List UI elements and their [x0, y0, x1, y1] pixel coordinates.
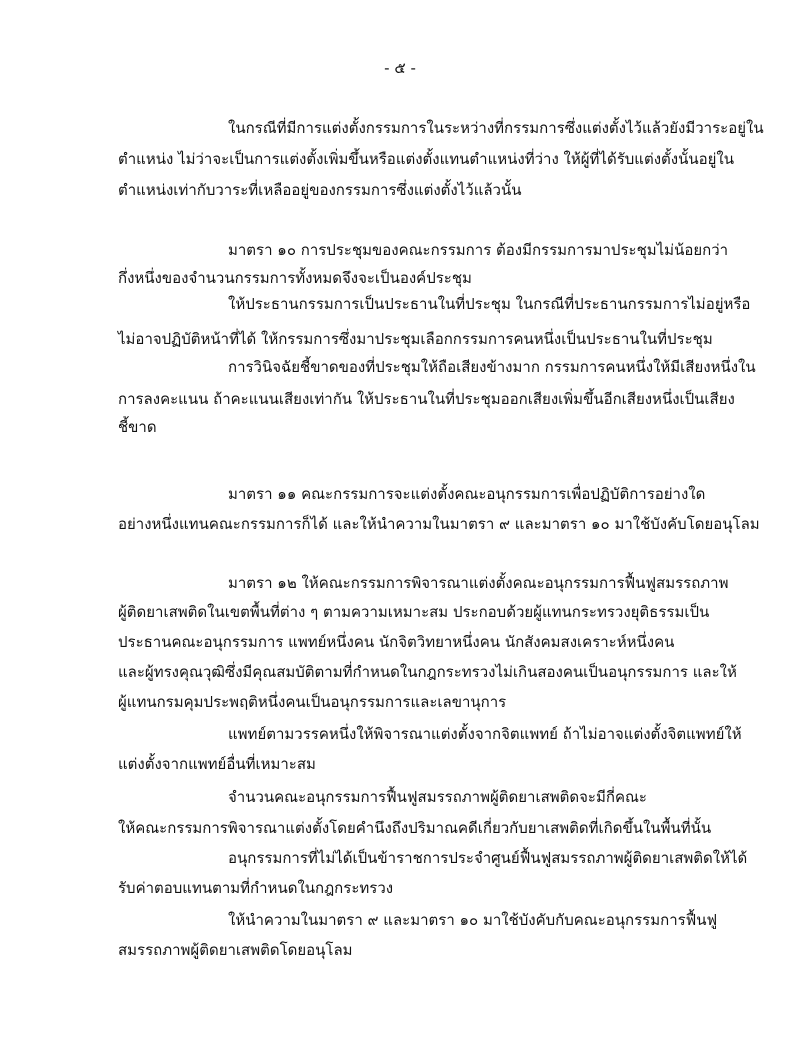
paragraph-4-line-2: การลงคะแนน ถ้าคะแนนเสียงเท่ากัน ให้ประธานในที่ประชุมออกเสียงเพิ่มขึ้นอีกเสียงหนึ่งเป็นเสียง [118, 390, 735, 408]
paragraph-8-line-1: จำนวนคณะอนุกรรมการฟื้นฟูสมรรถภาพผู้ติดยาเสพติดจะมีกี่คณะ [228, 788, 647, 806]
paragraph-4-line-3: ชี้ขาด [118, 418, 157, 436]
paragraph-9-line-2: รับค่าตอบแทนตามที่กำหนดในกฎกระทรวง [118, 879, 394, 897]
paragraph-2-line-1: มาตรา ๑๐ การประชุมของคณะกรรมการ ต้องมีกรรมการมาประชุมไม่น้อยกว่า [228, 241, 729, 259]
paragraph-1-line-3: ตำแหน่งเท่ากับวาระที่เหลืออยู่ของกรรมการซึ่งแต่งตั้งไว้แล้วนั้น [118, 181, 522, 199]
paragraph-4-line-1: การวินิจฉัยชี้ขาดของที่ประชุมให้ถือเสียงข้างมาก กรรมการคนหนึ่งให้มีเสียงหนึ่งใน [228, 358, 756, 376]
paragraph-10-line-1: ให้นำความในมาตรา ๙ และมาตรา ๑๐ มาใช้บังคับกับคณะอนุกรรมการฟื้นฟู [228, 911, 718, 929]
paragraph-8-line-2: ให้คณะกรรมการพิจารณาแต่งตั้งโดยคำนึงถึงปริมาณคดีเกี่ยวกับยาเสพติดที่เกิดขึ้นในพื้นที่นั้น [118, 819, 712, 837]
paragraph-6-line-3: ประธานคณะอนุกรรมการ แพทย์หนึ่งคน นักจิตวิทยาหนึ่งคน นักสังคมสงเคราะห์หนึ่งคน [118, 633, 675, 651]
page-number: - ๕ - [384, 59, 416, 77]
paragraph-7-line-1: แพทย์ตามวรรคหนึ่งให้พิจารณาแต่งตั้งจากจิตแพทย์ ถ้าไม่อาจแต่งตั้งจิตแพทย์ให้ [228, 725, 742, 743]
paragraph-2-line-2: กึ่งหนึ่งของจำนวนกรรมการทั้งหมดจึงจะเป็นองค์ประชุม [118, 269, 472, 287]
paragraph-6-line-2: ผู้ติดยาเสพติดในเขตพื้นที่ต่าง ๆ ตามความเหมาะสม ประกอบด้วยผู้แทนกระทรวงยุติธรรมเป็น [118, 603, 710, 621]
paragraph-3-line-2: ไม่อาจปฏิบัติหน้าที่ได้ ให้กรรมการซึ่งมาประชุมเลือกกรรมการคนหนึ่งเป็นประธานในที่ประชุม [118, 330, 713, 348]
paragraph-3-line-1: ให้ประธานกรรมการเป็นประธานในที่ประชุม ในกรณีที่ประธานกรรมการไม่อยู่หรือ [228, 295, 751, 313]
paragraph-9-line-1: อนุกรรมการที่ไม่ได้เป็นข้าราชการประจำศูนย์ฟื้นฟูสมรรถภาพผู้ติดยาเสพติดให้ได้ [228, 849, 748, 867]
paragraph-5-line-1: มาตรา ๑๑ คณะกรรมการจะแต่งตั้งคณะอนุกรรมการเพื่อปฏิบัติการอย่างใด [228, 485, 706, 503]
paragraph-1-line-1: ในกรณีที่มีการแต่งตั้งกรรมการในระหว่างที่กรรมการซึ่งแต่งตั้งไว้แล้วยังมีวาระอยู่ใน [228, 119, 764, 137]
paragraph-6-line-1: มาตรา ๑๒ ให้คณะกรรมการพิจารณาแต่งตั้งคณะอนุกรรมการฟื้นฟูสมรรถภาพ [228, 574, 729, 592]
paragraph-6-line-4: และผู้ทรงคุณวุฒิซึ่งมีคุณสมบัติตามที่กำหนดในกฎกระทรวงไม่เกินสองคนเป็นอนุกรรมการ และให้ [118, 663, 737, 681]
paragraph-5-line-2: อย่างหนึ่งแทนคณะกรรมการก็ได้ และให้นำความในมาตรา ๙ และมาตรา ๑๐ มาใช้บังคับโดยอนุโลม [118, 515, 760, 533]
paragraph-6-line-5: ผู้แทนกรมคุมประพฤติหนึ่งคนเป็นอนุกรรมการและเลขานุการ [118, 693, 507, 711]
paragraph-10-line-2: สมรรถภาพผู้ติดยาเสพติดโดยอนุโลม [118, 941, 353, 959]
paragraph-7-line-2: แต่งตั้งจากแพทย์อื่นที่เหมาะสม [118, 755, 316, 773]
paragraph-1-line-2: ตำแหน่ง ไม่ว่าจะเป็นการแต่งตั้งเพิ่มขึ้นหรือแต่งตั้งแทนตำแหน่งที่ว่าง ให้ผู้ที่ได้รับแต่งตั้งนั้นอยู่ใน [118, 150, 734, 168]
